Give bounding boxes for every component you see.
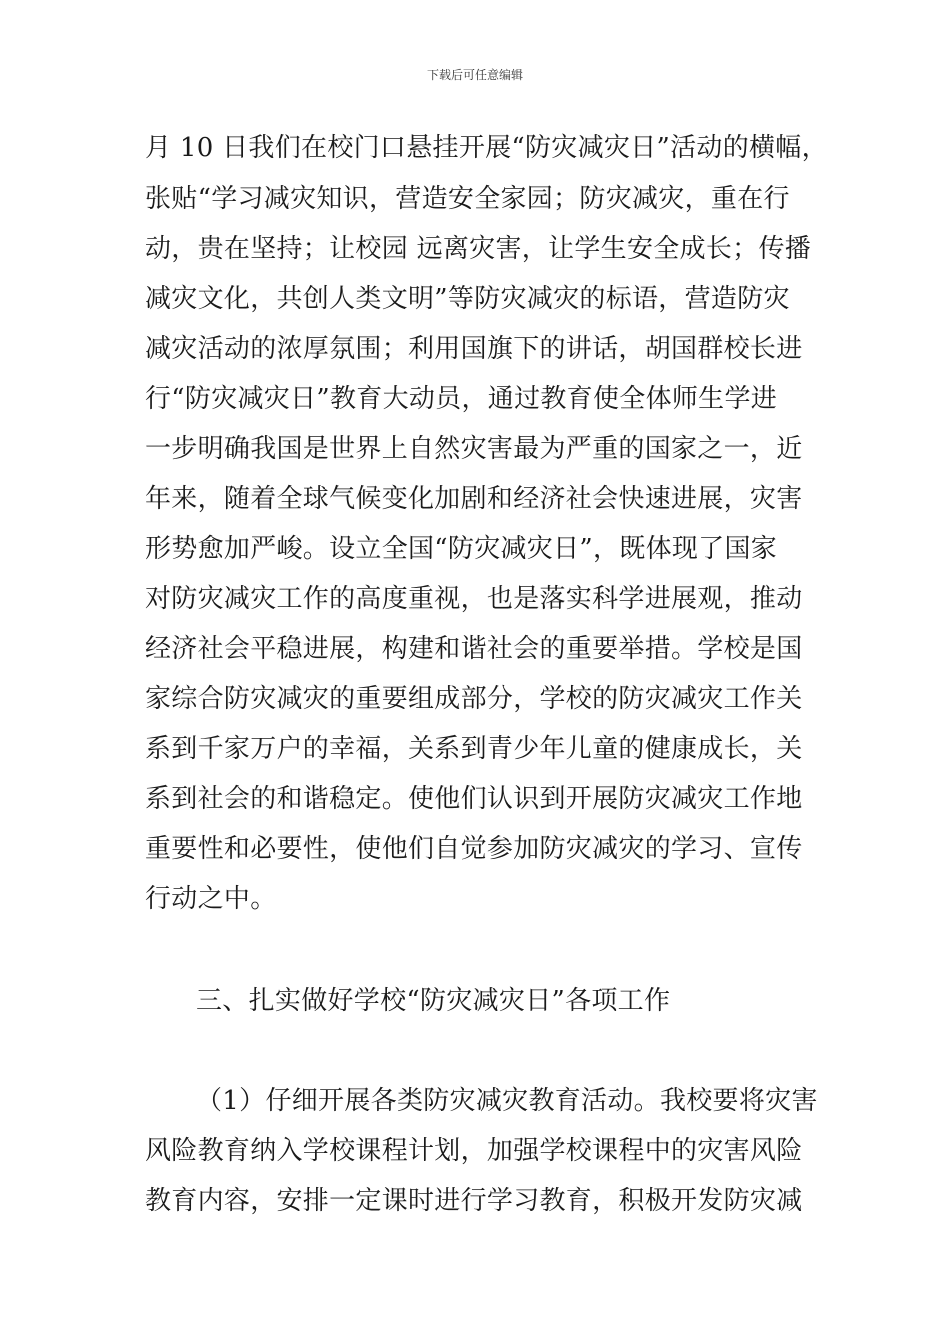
text-line: 系到社会的和谐稳定。使他们认识到开展防灾减灾工作地 [145,784,803,814]
text-line: 减灾文化，共创人类文明”等防灾减灾的标语，营造防灾 [145,284,790,314]
text-line: 减灾活动的浓厚氛围；利用国旗下的讲话，胡国群校长进 [145,334,803,364]
section-heading: 三、扎实做好学校“防灾减灾日”各项工作 [196,986,671,1016]
text-line: 教育内容，安排一定课时进行学习教育，积极开发防灾减 [145,1186,803,1216]
text-line: 家综合防灾减灾的重要组成部分，学校的防灾减灾工作关 [145,684,803,714]
text-line: 月 10 日我们在校门口悬挂开展“防灾减灾日”活动的横幅， [145,133,828,163]
text-line: 行动之中。 [145,884,277,914]
text-line: 动，贵在坚持；让校园 远离灾害，让学生安全成长；传播 [145,234,812,264]
text-line: 年来，随着全球气候变化加剧和经济社会快速进展，灾害 [145,484,803,514]
text-line: 行“防灾减灾日”教育大动员，通过教育使全体师生学进 [145,384,778,414]
text-line: 系到千家万户的幸福，关系到青少年儿童的健康成长，关 [145,734,803,764]
page-header: 下载后可任意编辑 [426,68,523,82]
text-line: 形势愈加严峻。设立全国“防灾减灾日”，既体现了国家 [145,534,778,564]
text-line: 风险教育纳入学校课程计划，加强学校课程中的灾害风险 [145,1136,803,1166]
text-line: 一步明确我国是世界上自然灾害最为严重的国家之一，近 [145,434,803,464]
text-line: 对防灾减灾工作的高度重视，也是落实科学进展观，推动 [145,584,803,614]
text-line: 重要性和必要性，使他们自觉参加防灾减灾的学习、宣传 [145,834,803,864]
text-line: 经济社会平稳进展，构建和谐社会的重要举措。学校是国 [145,634,803,664]
text-line: （1）仔细开展各类防灾减灾教育活动。我校要将灾害 [196,1086,818,1116]
text-line: 张贴“学习减灾知识，营造安全家园；防灾减灾，重在行 [145,184,790,214]
